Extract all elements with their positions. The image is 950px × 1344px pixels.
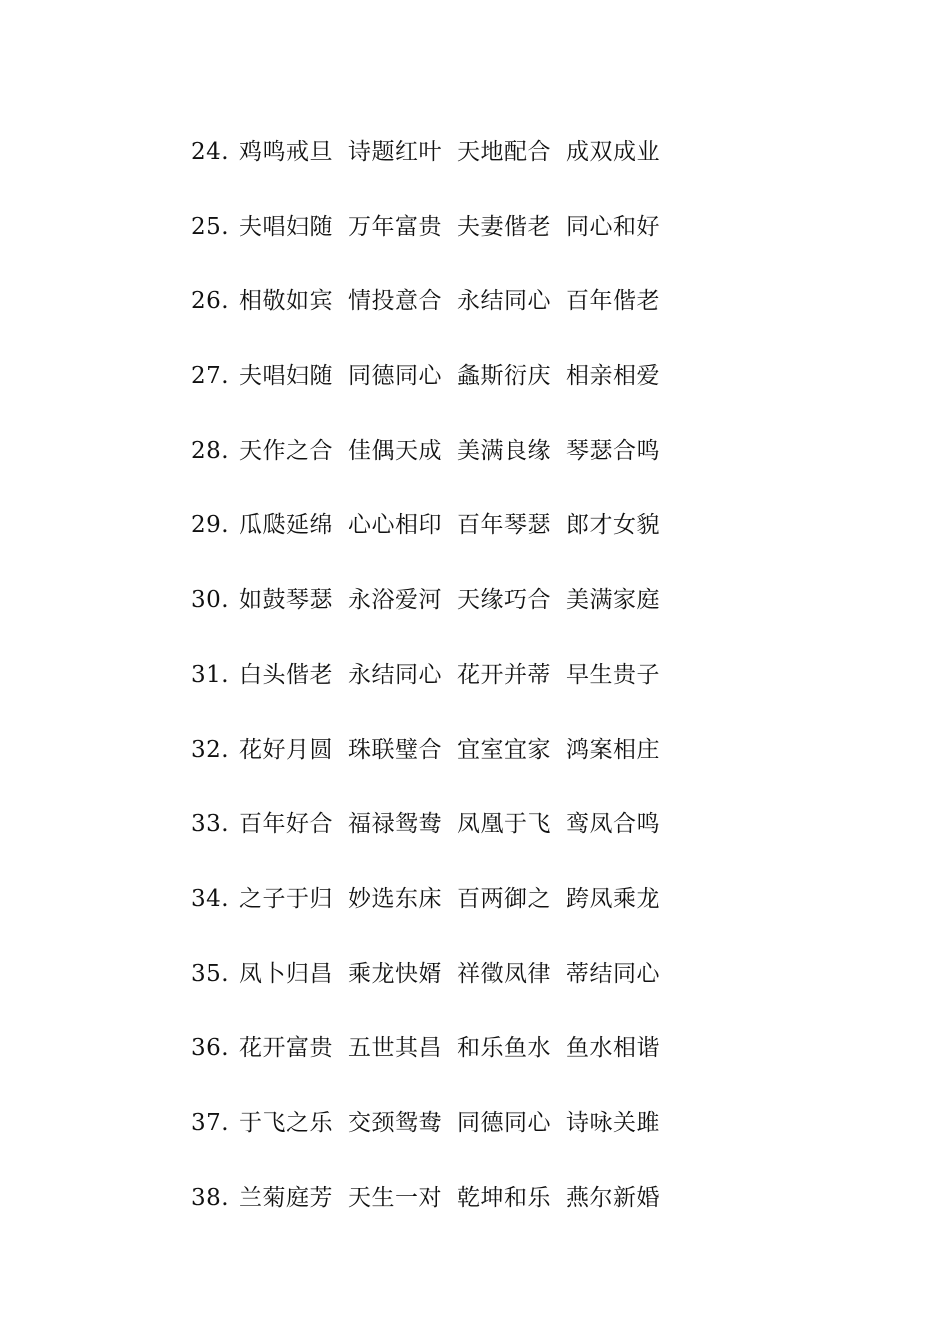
idiom-phrase: 天作之合 [239,437,333,464]
idiom-phrase: 天地配合 [457,139,551,165]
item-number: 28. [191,437,230,464]
list-item [191,279,675,354]
idiom-phrase: 同德同心 [457,1109,551,1136]
idiom-phrase: 相敬如宾 [239,288,333,315]
idiom-phrase: 同德同心 [348,363,442,390]
list-item [191,653,675,728]
idiom-phrase: 心心相印 [348,512,442,539]
list-item [191,952,675,1027]
idiom-phrase: 情投意合 [348,288,442,315]
idiom-phrase: 乾坤和乐 [457,1184,551,1211]
idiom-phrase: 花开并蒂 [457,661,551,688]
idiom-phrase: 永结同心 [348,661,442,688]
phrase-list [191,130,675,1250]
list-item [191,1026,675,1101]
idiom-phrase: 百年琴瑟 [457,512,551,539]
idiom-phrase: 夫唱妇随 [239,363,333,390]
idiom-phrase: 百年好合 [239,811,333,838]
idiom-phrase: 成双成业 [566,139,660,165]
item-number: 36. [191,1035,230,1062]
list-item [191,130,675,205]
list-item [191,877,675,952]
idiom-phrase: 万年富贵 [348,213,442,240]
idiom-phrase: 珠联璧合 [348,736,442,763]
idiom-phrase: 和乐鱼水 [457,1035,551,1062]
idiom-phrase: 如鼓琴瑟 [239,587,333,614]
item-number: 31. [191,661,230,688]
list-item [191,503,675,578]
idiom-phrase: 螽斯衍庆 [457,363,551,390]
idiom-phrase: 夫妻偕老 [457,213,551,240]
idiom-phrase: 永浴爱河 [348,587,442,614]
item-number: 37. [191,1109,230,1136]
idiom-phrase: 鱼水相谐 [566,1035,660,1062]
idiom-phrase: 诗咏关雎 [566,1109,660,1136]
idiom-phrase: 百年偕老 [566,288,660,315]
item-number: 30. [191,587,230,614]
idiom-phrase: 美满良缘 [457,437,551,464]
idiom-phrase: 凤卜归昌 [239,960,333,987]
item-number: 25. [191,213,230,240]
idiom-phrase: 交颈鸳鸯 [348,1109,442,1136]
idiom-phrase: 鸿案相庄 [566,736,660,763]
idiom-phrase: 于飞之乐 [239,1109,333,1136]
idiom-phrase: 兰菊庭芳 [239,1184,333,1211]
idiom-phrase: 福禄鸳鸯 [348,811,442,838]
list-item [191,578,675,653]
list-item [191,429,675,504]
idiom-phrase: 永结同心 [457,288,551,315]
idiom-phrase: 郎才女貌 [566,512,660,539]
item-number: 34. [191,885,230,912]
idiom-phrase: 诗题红叶 [348,139,442,165]
item-number: 24. [191,139,230,165]
idiom-phrase: 早生贵子 [566,661,660,688]
item-number: 33. [191,811,230,838]
idiom-phrase: 鸡鸣戒旦 [239,139,333,165]
idiom-phrase: 天生一对 [348,1184,442,1211]
item-number: 29. [191,512,230,539]
idiom-phrase: 佳偶天成 [348,437,442,464]
idiom-phrase: 夫唱妇随 [239,213,333,240]
idiom-phrase: 祥徵凤律 [457,960,551,987]
idiom-phrase: 花好月圆 [239,736,333,763]
idiom-phrase: 之子于归 [239,885,333,912]
item-number: 32. [191,736,230,763]
idiom-phrase: 花开富贵 [239,1035,333,1062]
idiom-phrase: 妙选东床 [348,885,442,912]
idiom-phrase: 琴瑟合鸣 [566,437,660,464]
idiom-phrase: 相亲相爱 [566,363,660,390]
list-item [191,1176,675,1251]
idiom-phrase: 美满家庭 [566,587,660,614]
idiom-phrase: 白头偕老 [239,661,333,688]
item-number: 27. [191,363,230,390]
list-item [191,1101,675,1176]
idiom-phrase: 天缘巧合 [457,587,551,614]
idiom-phrase: 百两御之 [457,885,551,912]
idiom-phrase: 瓜瓞延绵 [239,512,333,539]
idiom-phrase: 凤凰于飞 [457,811,551,838]
idiom-phrase: 乘龙快婿 [348,960,442,987]
idiom-phrase: 鸾凤合鸣 [566,811,660,838]
idiom-phrase: 蒂结同心 [566,960,660,987]
idiom-phrase: 同心和好 [566,213,660,240]
list-item [191,205,675,280]
item-number: 35. [191,960,230,987]
idiom-phrase: 五世其昌 [348,1035,442,1062]
idiom-phrase: 宜室宜家 [457,736,551,763]
idiom-phrase: 跨凤乘龙 [566,885,660,912]
idiom-phrase: 燕尔新婚 [566,1184,660,1211]
item-number: 38. [191,1184,230,1211]
list-item [191,802,675,877]
list-item [191,728,675,803]
item-number: 26. [191,288,230,315]
list-item [191,354,675,429]
